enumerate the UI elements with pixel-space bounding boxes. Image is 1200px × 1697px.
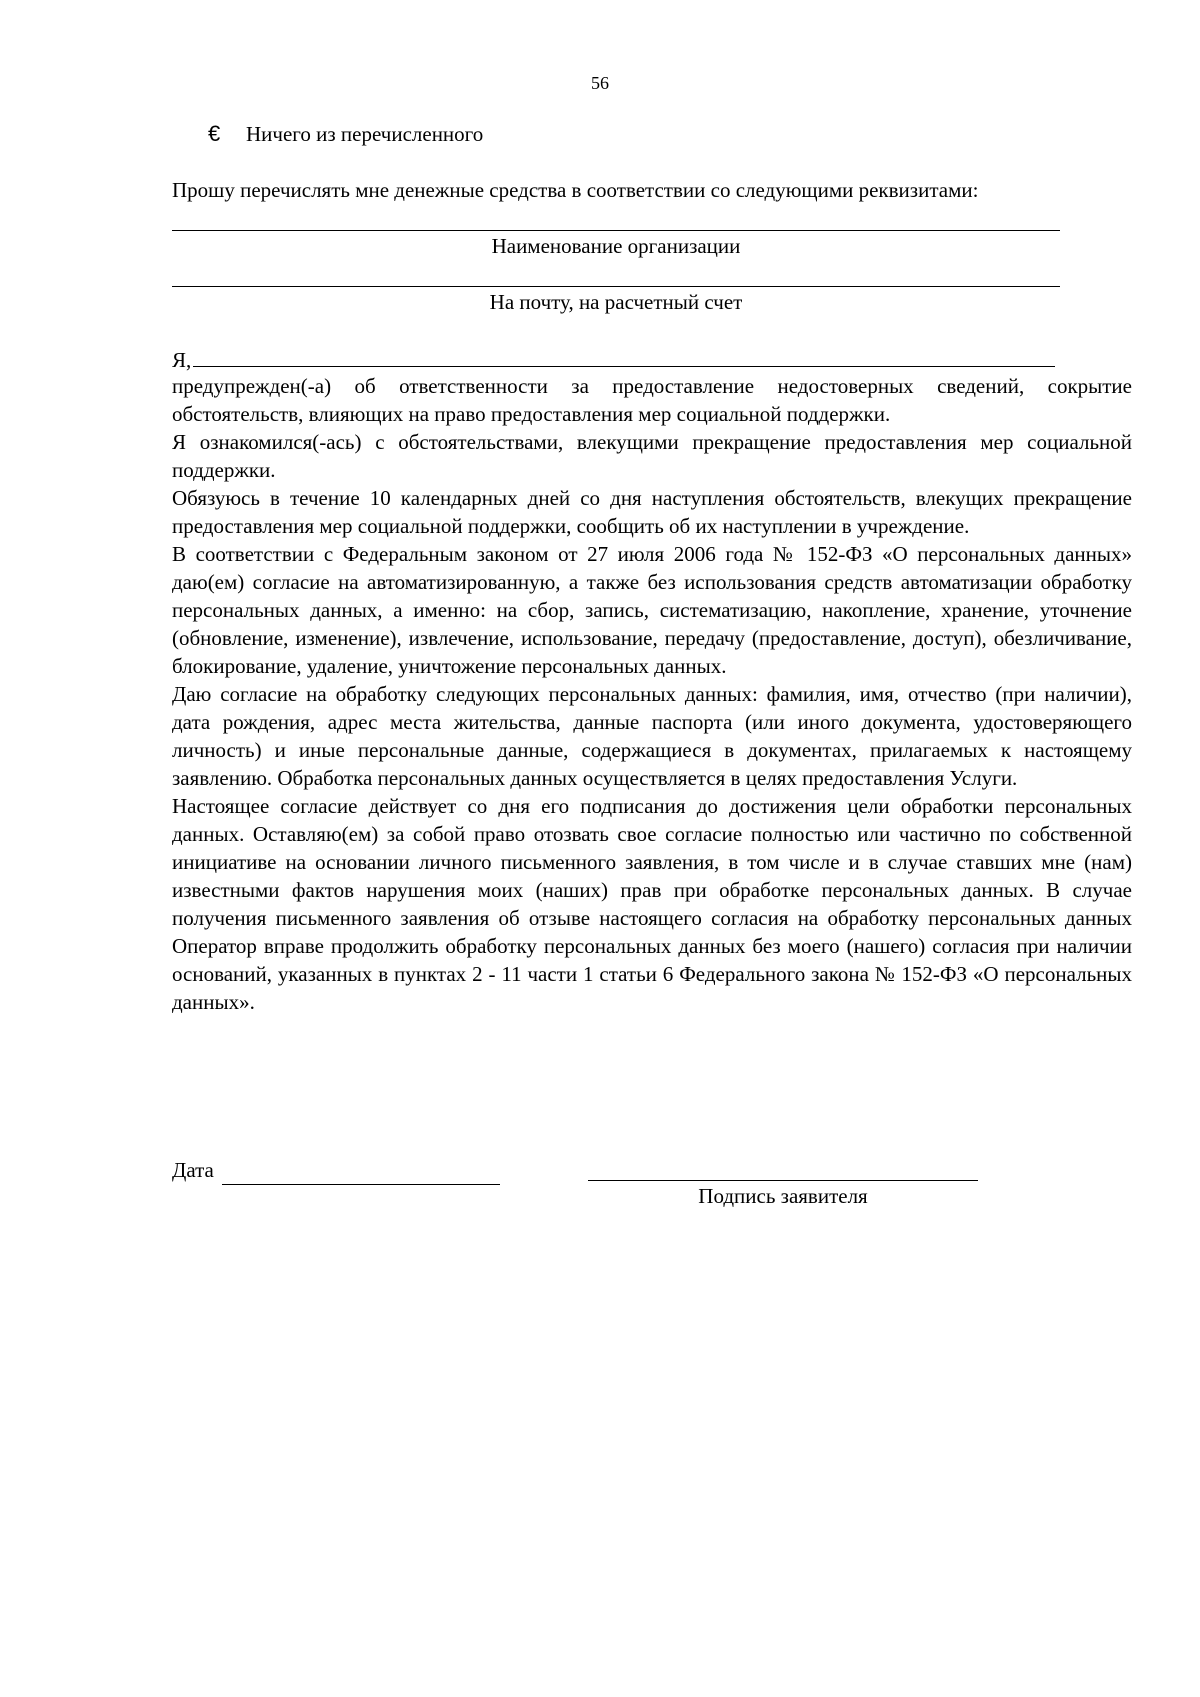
paragraph-data-list: Даю согласие на обработку следующих персональных данных: фамилия, имя, отчество (при наличии), дата рождения, адрес места жительства, данные паспорта (или иного документа, удостоверяющего личность) и иные персональные данные, содержащиеся в документах, прилагаемых к настоящему заявлению. Обработка персональных данных осуществляется в целях предоставления Услуги. <box>172 682 1132 790</box>
applicant-name-blank-line <box>193 366 1055 367</box>
option-label: Ничего из перечисленного <box>246 122 484 146</box>
page-number: 56 <box>591 73 609 93</box>
consent-text <box>172 372 1132 1016</box>
organization-blank-line <box>172 230 1060 231</box>
organization-caption: Наименование организации <box>491 234 741 258</box>
signature-caption: Подпись заявителя <box>698 1184 868 1208</box>
paragraph-data-processing-consent: В соответствии с Федеральным законом от 27 июля 2006 года № 152-ФЗ «О персональных данных» даю(ем) согласие на автоматизированную, а также без использования средств автоматизации обработку персональных данных, а именно: на сбор, запись, систематизацию, накопление, хранение, уточнение (обновление, изменение), извлечение, использование, передачу (предоставление, доступ), обезличивание, блокирование, удаление, уничтожение персональных данных. <box>172 542 1132 678</box>
applicant-label: Я, <box>172 348 192 372</box>
applicant-name-row <box>172 346 1072 374</box>
request-statement: Прошу перечислять мне денежные средства в соответствии со следующими реквизитами: <box>172 178 979 202</box>
date-blank-line <box>222 1156 500 1185</box>
option-item <box>208 120 483 148</box>
euro-bullet-icon: € <box>208 121 221 146</box>
signature-blank-line <box>588 1180 978 1181</box>
paragraph-responsibility: предупрежден(-а) об ответственности за предоставление недостоверных сведений, сокрытие обстоятельств, влияющих на право предоставления мер социальной поддержки. <box>172 374 1132 426</box>
date-row <box>172 1156 500 1185</box>
paragraph-obligation: Обязуюсь в течение 10 календарных дней со дня наступления обстоятельств, влекущих прекращение предоставления мер социальной поддержки, сообщить об их наступлении в учреждение. <box>172 486 1132 538</box>
delivery-caption: На почту, на расчетный счет <box>489 290 743 314</box>
paragraph-acknowledgement: Я ознакомился(-ась) с обстоятельствами, влекущими прекращение предоставления мер социальной поддержки. <box>172 430 1132 482</box>
delivery-blank-line <box>172 286 1060 287</box>
date-label: Дата <box>172 1158 214 1182</box>
paragraph-consent-validity: Настоящее согласие действует со дня его подписания до достижения цели обработки персональных данных. Оставляю(ем) за собой право отозвать свое согласие полностью или частично по собственной инициативе на основании личного письменного заявления, в том числе и в случае ставших мне (нам) известными фактов нарушения моих (наших) прав при обработке персональных данных. В случае получения письменного заявления об отзыве настоящего согласия на обработку персональных данных Оператор вправе продолжить обработку персональных данных без моего (нашего) согласия при наличии оснований, указанных в пунктах 2 - 11 части 1 статьи 6 Федерального закона № 152-ФЗ «О персональных данных». <box>172 794 1132 1014</box>
